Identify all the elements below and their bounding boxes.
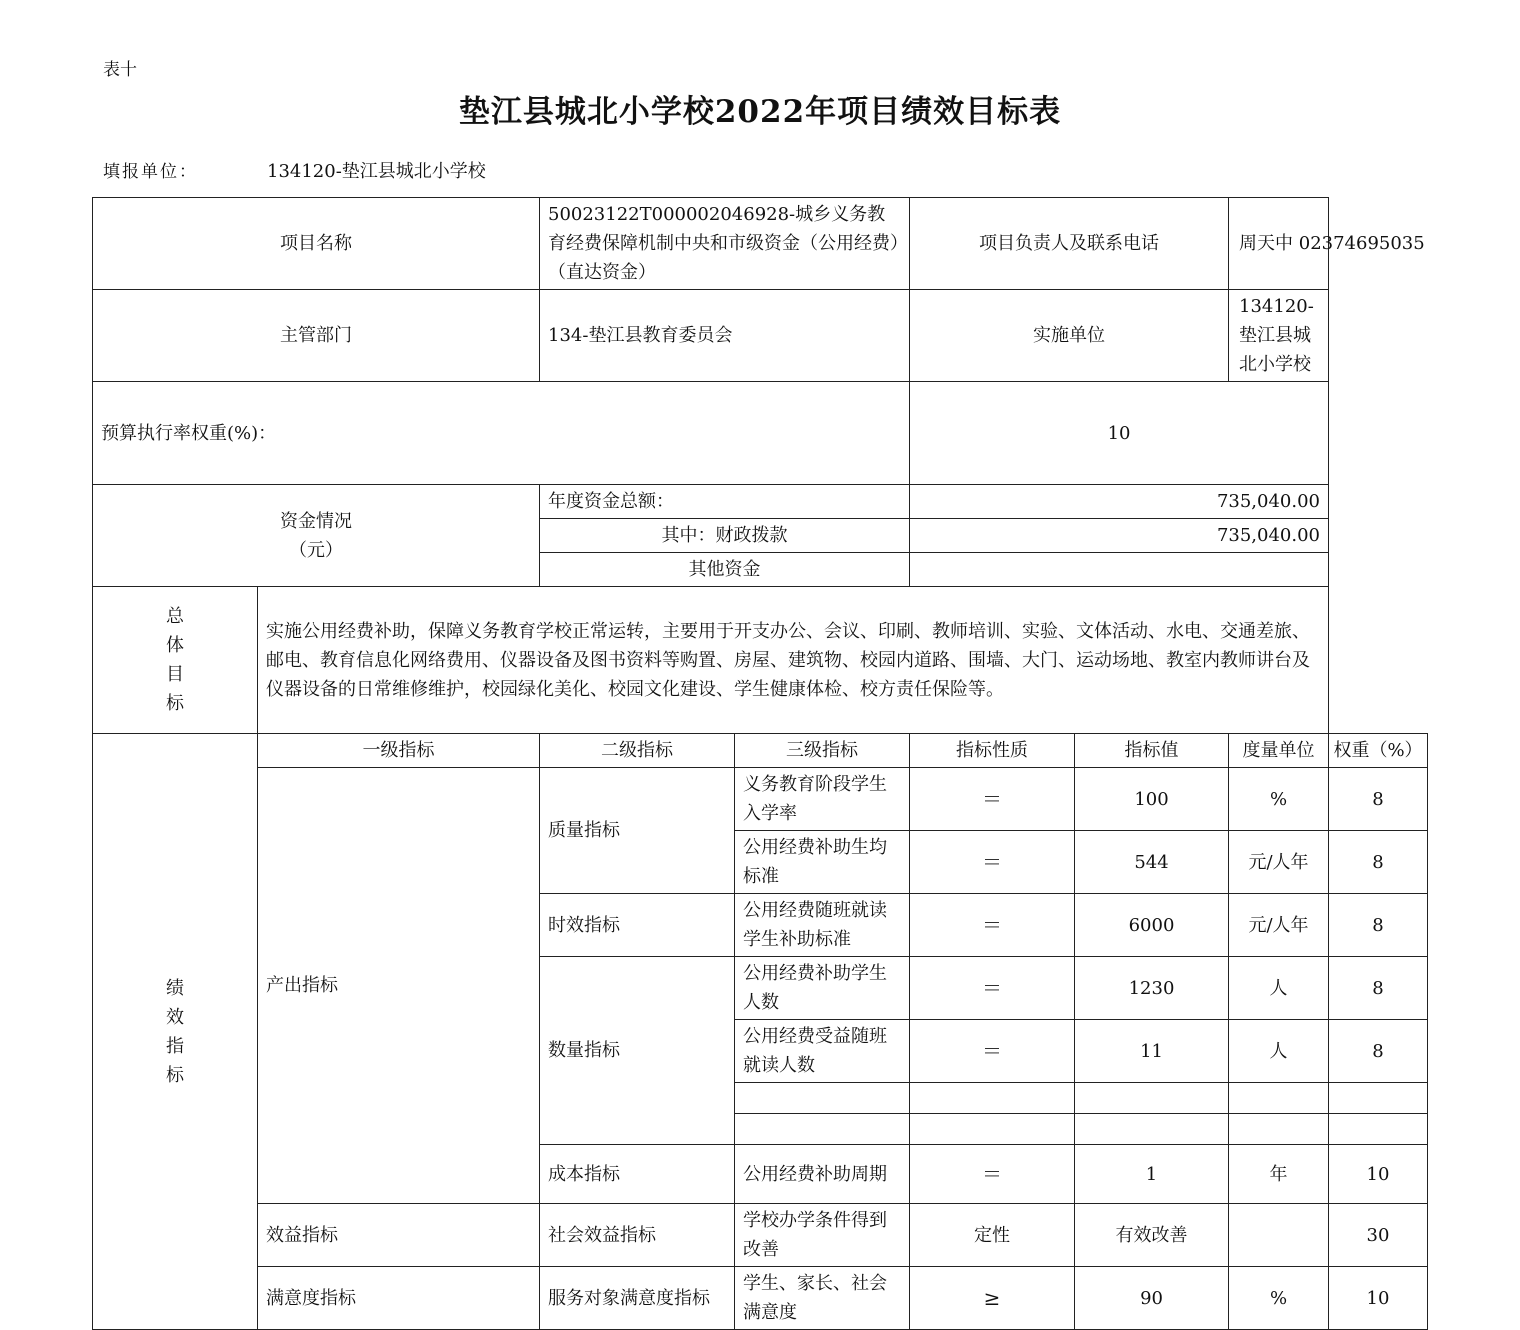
perf-header-row xyxy=(93,734,1428,768)
weight-cell xyxy=(1329,1083,1428,1114)
level3-cell: 公用经费补助生均标准 xyxy=(735,831,910,894)
nature-cell xyxy=(910,1114,1075,1145)
project-name-label: 项目名称 xyxy=(93,198,540,290)
level1-satisfaction: 满意度指标 xyxy=(258,1267,540,1330)
level3-cell: 公用经费随班就读学生补助标准 xyxy=(735,894,910,957)
nature-cell: ≥ xyxy=(910,1267,1075,1330)
level2-cost: 成本指标 xyxy=(540,1145,735,1204)
nature-cell: ＝ xyxy=(910,768,1075,831)
nature-cell xyxy=(910,1083,1075,1114)
level3-cell: 学生、家长、社会满意度 xyxy=(735,1267,910,1330)
funds-fiscal-label: 其中：财政拨款 xyxy=(540,519,910,553)
unit-cell xyxy=(1229,1204,1329,1267)
filler-value: 134120-垫江县城北小学校 xyxy=(267,161,486,182)
project-owner-value: 周天中 02374695035 xyxy=(1229,198,1329,290)
nature-cell: ＝ xyxy=(910,1020,1075,1083)
level2-social-benefit: 社会效益指标 xyxy=(540,1204,735,1267)
filler-label: 填报单位： xyxy=(103,162,198,182)
header-weight: 权重（%） xyxy=(1329,734,1428,768)
nature-cell: ＝ xyxy=(910,894,1075,957)
table-row xyxy=(93,1204,1428,1267)
level3-cell: 学校办学条件得到改善 xyxy=(735,1204,910,1267)
level3-cell: 公用经费补助周期 xyxy=(735,1145,910,1204)
perf-label-char: 标 xyxy=(166,1064,184,1086)
budget-rate-value: 10 xyxy=(910,382,1329,485)
value-cell: 1 xyxy=(1075,1145,1229,1204)
unit-cell: 人 xyxy=(1229,1020,1329,1083)
unit-cell: % xyxy=(1229,768,1329,831)
funds-total-label: 年度资金总额： xyxy=(540,485,910,519)
perf-label xyxy=(93,734,258,1330)
dept-label: 主管部门 xyxy=(93,290,540,382)
goal-label-char: 总 xyxy=(166,606,184,627)
funds-other-label: 其他资金 xyxy=(540,553,910,587)
weight-cell: 8 xyxy=(1329,1020,1428,1083)
value-cell: 90 xyxy=(1075,1267,1229,1330)
level2-quality: 质量指标 xyxy=(540,768,735,894)
overall-goal-label xyxy=(93,587,258,734)
nature-cell: ＝ xyxy=(910,831,1075,894)
level1-output: 产出指标 xyxy=(258,768,540,1204)
goal-label-char: 目 xyxy=(166,664,184,685)
nature-cell: ＝ xyxy=(910,957,1075,1020)
unit-cell xyxy=(1229,1114,1329,1145)
level2-service-satisfaction: 服务对象满意度指标 xyxy=(540,1267,735,1330)
perf-label-char: 指 xyxy=(166,1035,184,1057)
overall-goal-text: 实施公用经费补助，保障义务教育学校正常运转，主要用于开支办公、会议、印刷、教师培训、实验、文体活动、水电、交通差旅、邮电、教育信息化网络费用、仪器设备及图书资料等购置、房屋、建筑物、校园内道路、围墙、大门、运动场地、教室内教师讲台及仪器设备的日常维修维护，校园绿化美化、校园文化建设、学生健康体检、校方责任保险等。 xyxy=(258,587,1329,734)
level3-cell xyxy=(735,1083,910,1114)
table-number: 表十 xyxy=(103,60,137,80)
dept-value: 134-垫江县教育委员会 xyxy=(540,290,910,382)
budget-rate-label: 预算执行率权重(%)： xyxy=(93,382,910,485)
nature-cell: 定性 xyxy=(910,1204,1075,1267)
department-row xyxy=(93,290,1428,382)
unit-value: 134120-垫江县城北小学校 xyxy=(1229,290,1329,382)
header-level3: 三级指标 xyxy=(735,734,910,768)
value-cell xyxy=(1075,1083,1229,1114)
level3-cell: 公用经费受益随班就读人数 xyxy=(735,1020,910,1083)
funds-other-value xyxy=(910,553,1329,587)
level3-cell xyxy=(735,1114,910,1145)
value-cell xyxy=(1075,1114,1229,1145)
page-title: 垫江县城北小学校2022年项目绩效目标表 xyxy=(458,94,1062,130)
header-unit: 度量单位 xyxy=(1229,734,1329,768)
unit-cell: 元/人年 xyxy=(1229,831,1329,894)
weight-cell: 30 xyxy=(1329,1204,1428,1267)
value-cell: 544 xyxy=(1075,831,1229,894)
weight-cell: 8 xyxy=(1329,831,1428,894)
project-name-row xyxy=(93,198,1428,290)
unit-label: 实施单位 xyxy=(910,290,1229,382)
unit-cell: % xyxy=(1229,1267,1329,1330)
header-level1: 一级指标 xyxy=(258,734,540,768)
value-cell: 6000 xyxy=(1075,894,1229,957)
budget-rate-row xyxy=(93,382,1428,485)
goal-label-char: 体 xyxy=(166,635,184,656)
perf-label-char: 绩 xyxy=(166,977,184,999)
weight-cell: 8 xyxy=(1329,894,1428,957)
weight-cell: 10 xyxy=(1329,1267,1428,1330)
unit-cell: 元/人年 xyxy=(1229,894,1329,957)
project-owner-label: 项目负责人及联系电话 xyxy=(910,198,1229,290)
value-cell: 有效改善 xyxy=(1075,1204,1229,1267)
header-value: 指标值 xyxy=(1075,734,1229,768)
weight-cell: 8 xyxy=(1329,957,1428,1020)
header-nature: 指标性质 xyxy=(910,734,1075,768)
unit-cell xyxy=(1229,1083,1329,1114)
level2-timeliness: 时效指标 xyxy=(540,894,735,957)
value-cell: 100 xyxy=(1075,768,1229,831)
unit-cell: 人 xyxy=(1229,957,1329,1020)
funds-total-value: 735,040.00 xyxy=(910,485,1329,519)
perf-label-char: 效 xyxy=(166,1006,184,1028)
funds-label-line2: （元） xyxy=(289,539,343,561)
funds-fiscal-value: 735,040.00 xyxy=(910,519,1329,553)
level3-cell: 义务教育阶段学生入学率 xyxy=(735,768,910,831)
level1-benefit: 效益指标 xyxy=(258,1204,540,1267)
nature-cell: ＝ xyxy=(910,1145,1075,1204)
unit-cell: 年 xyxy=(1229,1145,1329,1204)
level3-cell: 公用经费补助学生人数 xyxy=(735,957,910,1020)
project-name-value: 50023122T000002046928-城乡义务教育经费保障机制中央和市级资金（公用经费）（直达资金） xyxy=(540,198,910,290)
table-row xyxy=(93,768,1428,831)
weight-cell: 10 xyxy=(1329,1145,1428,1204)
table-row xyxy=(93,1267,1428,1330)
value-cell: 1230 xyxy=(1075,957,1229,1020)
header-level2: 二级指标 xyxy=(540,734,735,768)
performance-target-table xyxy=(92,197,1428,1330)
overall-goal-row xyxy=(93,587,1428,734)
funds-label-line1: 资金情况 xyxy=(280,510,352,532)
weight-cell xyxy=(1329,1114,1428,1145)
goal-label-char: 标 xyxy=(166,693,184,714)
funds-total-row xyxy=(93,485,1428,519)
weight-cell: 8 xyxy=(1329,768,1428,831)
level2-quantity: 数量指标 xyxy=(540,957,735,1145)
funds-label xyxy=(93,485,540,587)
value-cell: 11 xyxy=(1075,1020,1229,1083)
